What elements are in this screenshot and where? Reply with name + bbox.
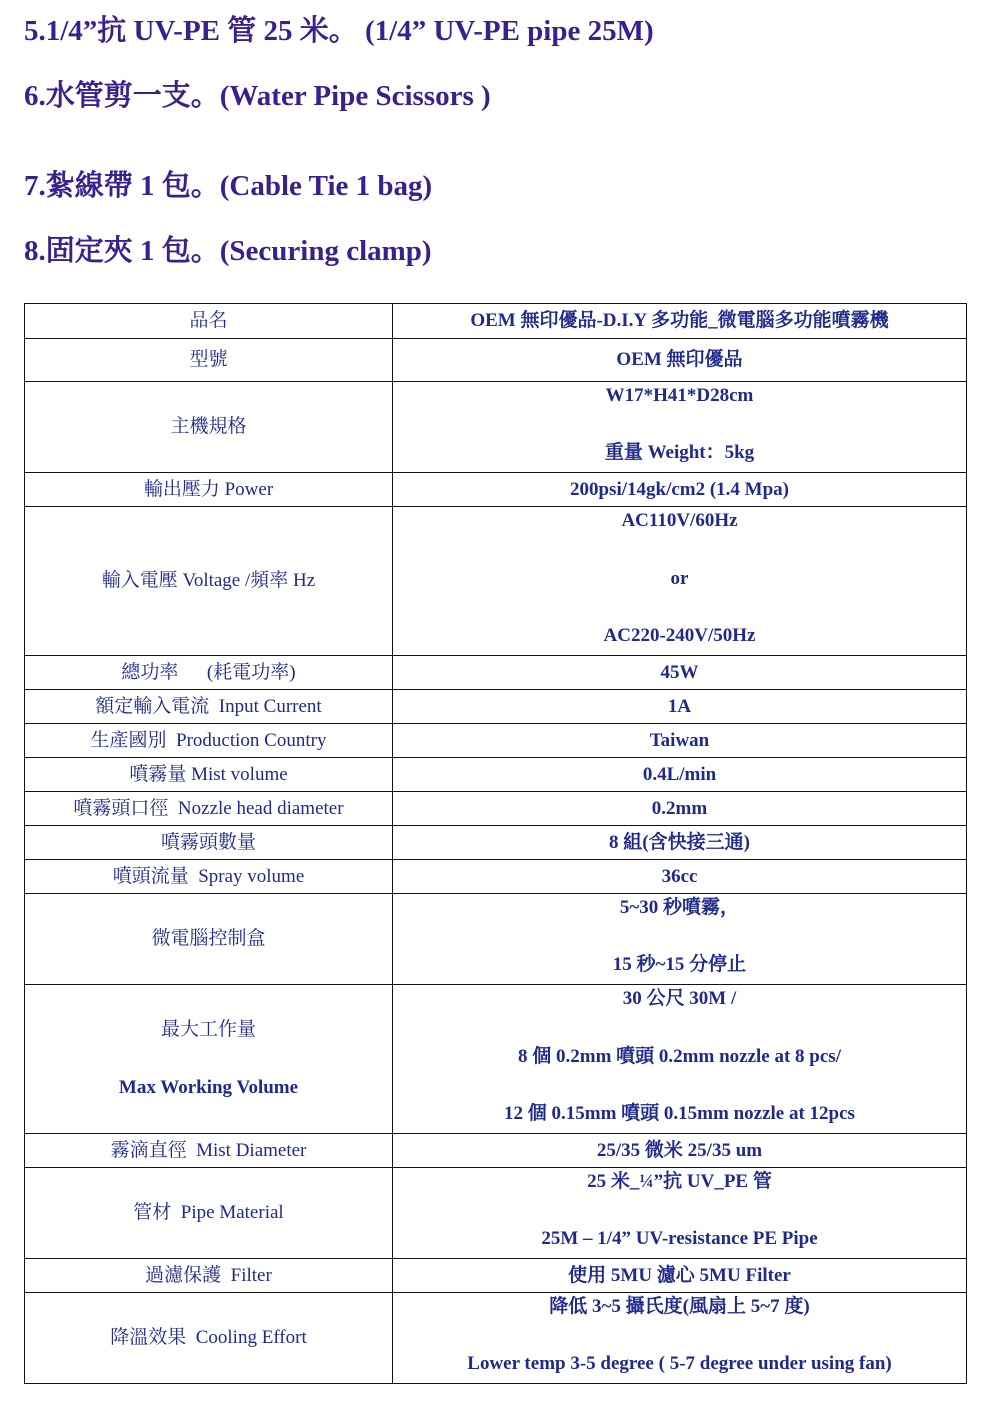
spec-value-line: Lower temp 3-5 degree ( 5-7 degree under using fan)	[467, 1353, 892, 1374]
spec-value	[393, 690, 967, 724]
spec-label-text: 降溫效果 Cooling Effort	[110, 1327, 307, 1348]
spec-label	[25, 690, 393, 724]
spec-value-line: Taiwan	[649, 729, 710, 751]
spec-label	[25, 507, 393, 656]
spec-label	[25, 724, 393, 758]
spec-value-line: 0.2mm	[651, 797, 708, 819]
spec-value	[393, 382, 967, 473]
spec-label-text: 噴霧頭口徑 Nozzle head diameter	[73, 797, 344, 819]
spec-value-line: or	[670, 567, 689, 589]
spec-label-text-en: Max Working Volume	[118, 1077, 299, 1098]
spec-value	[393, 860, 967, 894]
spec-label	[25, 792, 393, 826]
spec-value-line: 200psi/14gk/cm2 (1.4 Mpa)	[569, 478, 790, 500]
spec-label	[25, 985, 393, 1134]
spec-label	[25, 860, 393, 894]
spec-label-text: 最大工作量	[160, 1019, 256, 1040]
spec-row	[25, 656, 967, 690]
spec-value-line: 8 組(含快接三通)	[609, 831, 750, 853]
spec-value-line: 45W	[660, 661, 699, 683]
spec-value	[393, 792, 967, 826]
spec-label	[25, 1134, 393, 1168]
spec-label-text: 噴霧量 Mist volume	[129, 763, 288, 785]
spec-value-line: W17*H41*D28cm	[605, 385, 754, 406]
spec-row	[25, 1259, 967, 1293]
spec-label	[25, 1293, 393, 1384]
spec-value-line: 降低 3~5 攝氏度(風扇上 5~7 度)	[549, 1296, 810, 1317]
spec-row	[25, 304, 967, 339]
spec-row	[25, 507, 967, 656]
spec-value-line: 25M – 1/4” UV-resistance PE Pipe	[541, 1228, 818, 1249]
spec-label-text: 主機規格	[170, 416, 247, 437]
spec-row	[25, 473, 967, 507]
spec-label-text: 噴霧頭數量	[160, 831, 256, 853]
spec-value-line: OEM 無印優品-D.I.Y 多功能_微電腦多功能噴霧機	[470, 310, 889, 331]
spec-label-text: 管材 Pipe Material	[133, 1202, 284, 1223]
spec-value-line: 1A	[667, 695, 692, 717]
spec-label	[25, 304, 393, 339]
spec-label-text: 品名	[189, 310, 228, 331]
spec-label	[25, 382, 393, 473]
spec-label-text: 輸出壓力 Power	[143, 478, 274, 500]
spec-value-line: 36cc	[661, 865, 698, 887]
spec-row	[25, 339, 967, 382]
spec-value	[393, 656, 967, 690]
spec-row	[25, 860, 967, 894]
spec-value-line: 重量 Weight：5kg	[604, 442, 755, 463]
spec-value-line: 15 秒~15 分停止	[612, 954, 747, 975]
spec-value-line: 25 米_¼”抗 UV_PE 管	[587, 1171, 772, 1192]
spec-row	[25, 724, 967, 758]
spec-value-line: AC220-240V/50Hz	[603, 625, 756, 646]
spec-label	[25, 473, 393, 507]
spec-row	[25, 758, 967, 792]
spec-value-line: 0.4L/min	[642, 763, 717, 785]
spec-label-text: 霧滴直徑 Mist Diameter	[110, 1139, 307, 1161]
spec-label-text: 輸入電壓 Voltage /頻率 Hz	[101, 570, 316, 591]
spec-value	[393, 1293, 967, 1384]
spec-value-line: 30 公尺 30M /	[622, 988, 737, 1009]
accessory-item-8: 8.固定夾 1 包。(Securing clamp)	[24, 235, 432, 267]
spec-row	[25, 1293, 967, 1384]
accessory-item-6: 6.水管剪一支。(Water Pipe Scissors )	[24, 80, 491, 112]
spec-label	[25, 1259, 393, 1293]
spec-value	[393, 826, 967, 860]
spec-value-line: 12 個 0.15mm 噴頭 0.15mm nozzle at 12pcs	[504, 1103, 855, 1124]
spec-value	[393, 758, 967, 792]
spec-row	[25, 1168, 967, 1259]
spec-label-text: 額定輸入電流 Input Current	[95, 695, 322, 717]
accessory-item-5: 5.1/4”抗 UV-PE 管 25 米。 (1/4” UV-PE pipe 25M)	[24, 15, 654, 47]
spec-value-line: OEM 無印優品	[616, 349, 743, 370]
spec-label-text: 過濾保護 Filter	[145, 1264, 272, 1286]
spec-label	[25, 826, 393, 860]
spec-label-text: 噴頭流量 Spray volume	[112, 865, 305, 887]
spec-value-line: 25/35 微米 25/35 um	[596, 1139, 763, 1161]
spec-label-text: 生產國別 Production Country	[90, 729, 327, 751]
spec-row	[25, 894, 967, 985]
spec-value	[393, 473, 967, 507]
spec-value	[393, 304, 967, 339]
spec-label-text: 型號	[189, 349, 228, 370]
spec-value-line: 8 個 0.2mm 噴頭 0.2mm nozzle at 8 pcs/	[518, 1045, 841, 1067]
spec-label-text: 微電腦控制盒	[151, 928, 266, 949]
spec-label	[25, 1168, 393, 1259]
spec-row	[25, 690, 967, 724]
spec-value	[393, 507, 967, 656]
spec-row	[25, 792, 967, 826]
spec-label-text: 總功率 (耗電功率)	[121, 661, 296, 683]
spec-value	[393, 1259, 967, 1293]
spec-value	[393, 894, 967, 985]
spec-value	[393, 985, 967, 1134]
spec-row	[25, 985, 967, 1134]
spec-row	[25, 1134, 967, 1168]
spec-row	[25, 826, 967, 860]
spec-value	[393, 339, 967, 382]
accessory-item-7: 7.紮線帶 1 包。(Cable Tie 1 bag)	[24, 170, 433, 202]
spec-label	[25, 894, 393, 985]
spec-value-line: AC110V/60Hz	[621, 510, 738, 531]
spec-value-line: 5~30 秒噴霧，	[619, 897, 740, 918]
spec-table	[24, 303, 967, 1384]
spec-label	[25, 656, 393, 690]
spec-label	[25, 339, 393, 382]
spec-label	[25, 758, 393, 792]
spec-value-line: 使用 5MU 濾心 5MU Filter	[568, 1264, 791, 1286]
spec-value	[393, 1168, 967, 1259]
spec-value	[393, 1134, 967, 1168]
spec-value	[393, 724, 967, 758]
spec-row	[25, 382, 967, 473]
